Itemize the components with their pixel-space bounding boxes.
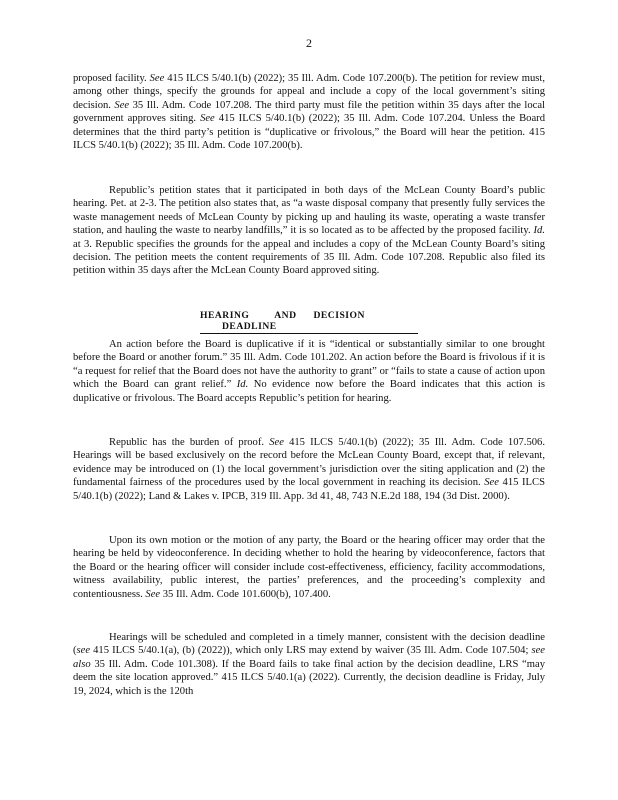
paragraph-text: 415 ILCS 5/40.1(b) (2022); Land & Lakes v. IPCB, 319 Ill. App. 3d 41, 48, 743 N.E.2d 188, 194 (3d Dist. 2000).	[73, 477, 545, 502]
heading-word: AND	[274, 310, 297, 321]
paragraph-text: Hearings will be scheduled and completed in a timely manner, consistent with the decision deadline (	[73, 632, 545, 657]
paragraph-text: 415 ILCS 5/40.1(b) (2022); 35 Ill. Adm. Code 107.204. Unless the Board determines that the third party’s petition is “duplicative or frivolous,” the Board will hear the petition. 415 ILCS 5/40.1(b) (2022); 35 Ill. Adm. Code 107.200(b).	[73, 113, 546, 152]
paragraph-videoconference	[73, 534, 545, 601]
citation-signal: Id.	[236, 379, 249, 391]
citation-signal: See	[149, 73, 165, 84]
citation-signal: Id.	[533, 225, 545, 237]
paragraph-republic-petition	[73, 184, 545, 278]
section-heading	[200, 310, 418, 334]
citation-signal: See	[200, 113, 215, 125]
heading-word: DEADLINE	[222, 321, 277, 332]
paragraph-text: Republic has the burden of proof.	[109, 437, 270, 448]
paragraph-text: 415 ILCS 5/40.1(a), (b) (2022)), which only LRS may extend by waiver (35 Ill. Adm. Code 107.504;	[90, 645, 532, 657]
paragraph-petition-requirements	[73, 72, 545, 152]
paragraph-text: Republic’s petition states that it participated in both days of the McLean County Board’s public hearing. Pet. at 2-3. The petition also states that, as “a waste disposal company that presently fully services the waste management needs of McLean County by picking up and hauling its waste, operating a waste transfer station, and hauling the waste to nearby landfills,” it is so located as to be affected by the proposed facility.	[73, 185, 545, 237]
citation-signal: see	[76, 645, 91, 657]
citation-signal: See	[269, 437, 284, 448]
paragraph-text: An action before the Board is duplicative if it is “identical or substantially similar to one brought before the Board or another forum.” 35 Ill. Adm. Code 101.202. An action before the Board is frivolous if it is “a request for relief that the Board does not have the authority to grant” or “fails to state a cause of action upon which the Board can grant relief.”	[73, 339, 545, 391]
paragraph-text: Upon its own motion or the motion of any party, the Board or the hearing officer may order that the hearing be held by videoconference. In deciding whether to hold the hearing by videoconference, factors that the Board or the hearing officer will consider include cost-effectiveness, efficiency, facility accommodations, witness availability, public interest, the parties’ preferences, and the proceeding’s complexity and contentiousness.	[73, 535, 545, 600]
citation-signal: See	[114, 99, 130, 111]
paragraph-burden-of-proof	[73, 436, 545, 503]
citation-signal: See	[145, 588, 161, 600]
page-number: 2	[306, 36, 312, 50]
paragraph-text: No evidence now before the Board indicates that this action is duplicative or frivolous. The Board accepts Republic’s petition for hearing.	[73, 379, 545, 404]
paragraph-duplicative-frivolous	[73, 338, 545, 405]
paragraph-text: 415 ILCS 5/40.1(b) (2022); 35 Ill. Adm. Code 107.200(b). The petition for review must, among other things, specify the grounds for appeal and include a copy of the local government’s siting decision.	[73, 73, 545, 111]
citation-signal: see also	[73, 645, 545, 670]
paragraph-text: 35 Ill. Adm. Code 101.600(b), 107.400.	[160, 588, 331, 600]
heading-word: HEARING	[200, 310, 250, 321]
paragraph-text: 35 Ill. Adm. Code 107.208. The third party must file the petition within 35 days after the local government approves siting.	[73, 99, 545, 125]
paragraph-text: 35 Ill. Adm. Code 101.308). If the Board fails to take final action by the decision deadline, LRS “may deem the site location approved.” 415 ILCS 5/40.1(a) (2022). Currently, the decision deadline is Friday, July 19, 2024, which is the 120th	[73, 658, 545, 697]
heading-word: DECISION	[313, 310, 365, 321]
paragraph-text: at 3. Republic specifies the grounds for the appeal and includes a copy of the McLean County Board’s siting decision. The petition meets the content requirements of 35 Ill. Adm. Code 107.208. Republic also filed its petition within 35 days after the McLean County Board approved siting.	[73, 238, 545, 277]
paragraph-decision-deadline	[73, 631, 545, 698]
paragraph-text: 415 ILCS 5/40.1(b) (2022); 35 Ill. Adm. Code 107.506. Hearings will be based exclusively on the record before the McLean County Board, except that, if relevant, evidence may be introduced on (1) the local government’s jurisdiction over the siting application and (2) the fundamental fairness of the procedures used by the local government in reaching its decision.	[73, 437, 545, 489]
paragraph-text: proposed facility.	[73, 73, 150, 84]
citation-signal: See	[484, 477, 499, 489]
